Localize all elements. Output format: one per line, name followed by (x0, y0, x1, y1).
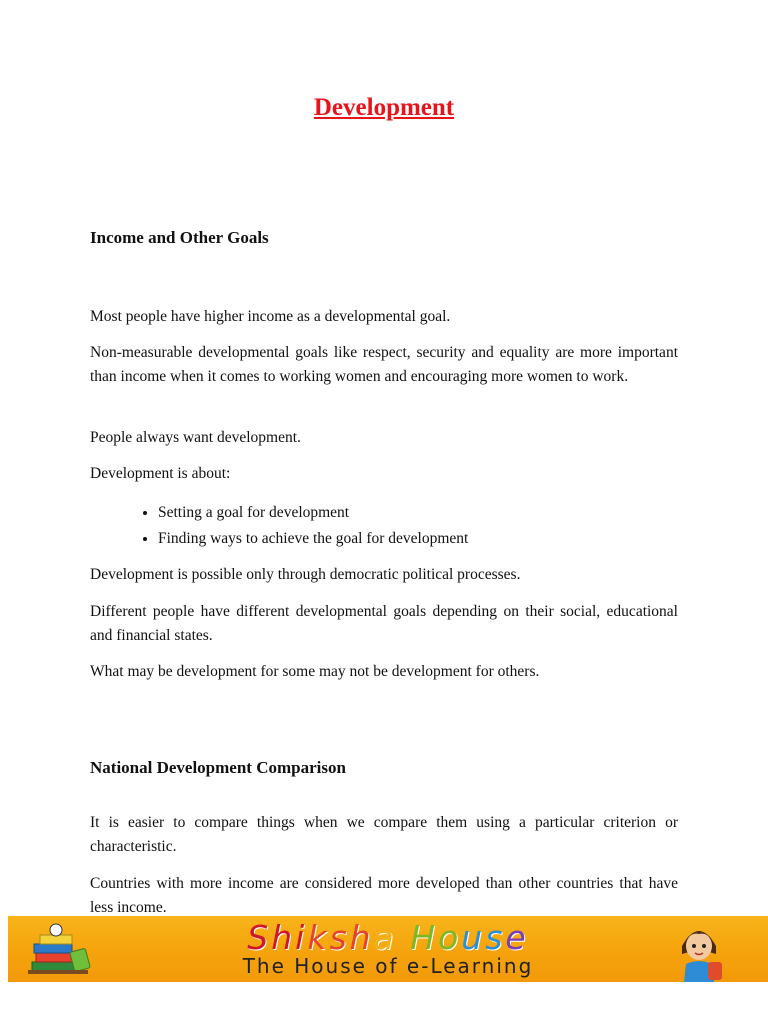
brand-letters: us (461, 918, 506, 957)
student-mascot-icon (668, 918, 730, 982)
page-title: Development (313, 94, 455, 121)
brand-letters: ksh (307, 918, 374, 957)
paragraph: Countries with more income are considered more developed than other countries that have less income. (90, 875, 678, 916)
paragraph: Different people have different developmental goals depending on their social, educational and financial states. (90, 603, 678, 644)
brand-tagline: The House of e-Learning (242, 954, 534, 978)
list-item: • Setting a goal for development (158, 500, 746, 526)
paragraph: What may be development for some may not be development for others. (90, 663, 540, 680)
brand-letters: Shi (247, 918, 308, 957)
brand-letters: Ho (396, 918, 462, 957)
footer-banner (8, 916, 768, 982)
paragraph: Most people have higher income as a developmental goal. (90, 308, 451, 325)
paragraph: People always want development. (90, 429, 301, 446)
bullet-list (90, 500, 746, 552)
brand-letters: a (373, 918, 397, 957)
paragraph: Development is about: (90, 465, 231, 482)
section-heading-income: Income and Other Goals (90, 228, 269, 247)
brand-letters: e (505, 918, 529, 957)
brand-name (8, 918, 768, 958)
paragraph: Development is possible only through democratic political processes. (90, 566, 521, 583)
section-heading-national: National Development Comparison (90, 758, 346, 777)
paragraph: Non-measurable developmental goals like respect, security and equality are more important than income when it comes to working women and encouraging more women to work. (90, 344, 678, 385)
paragraph: It is easier to compare things when we compare them using a particular criterion or characteristic. (90, 814, 678, 855)
list-item: • Finding ways to achieve the goal for development (158, 526, 746, 552)
